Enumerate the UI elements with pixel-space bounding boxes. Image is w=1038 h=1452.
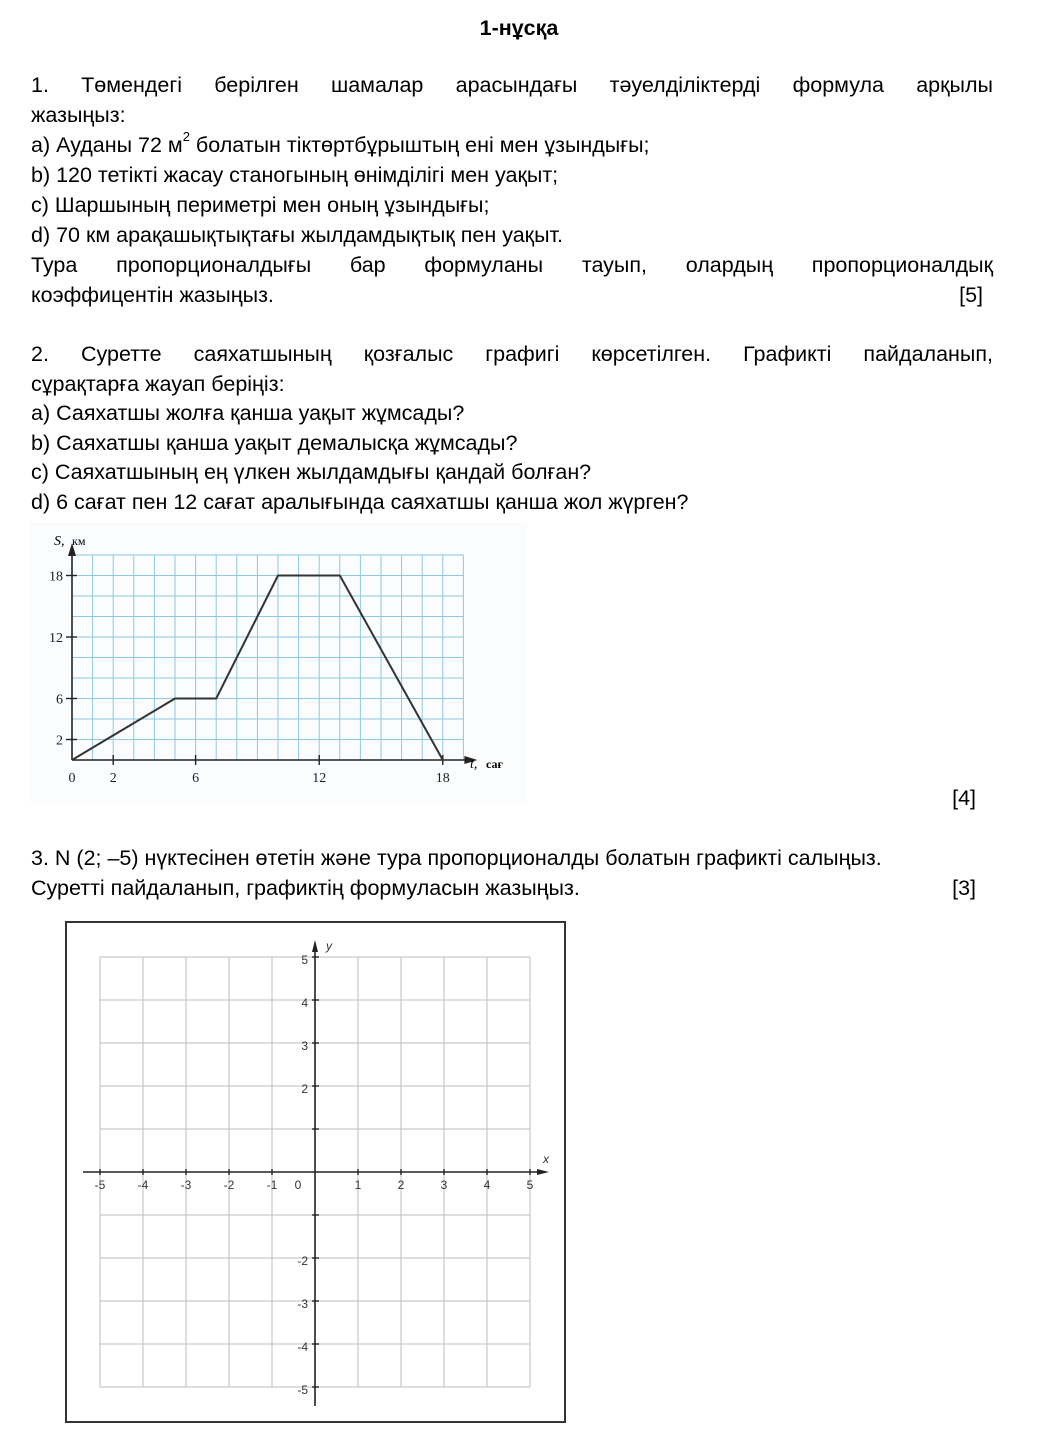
x-tick-label: 6 — [192, 771, 200, 786]
q1-item-a-text: a) Ауданы 72 м — [31, 133, 183, 157]
q1-task-line2: коэффицентін жазыңыз. — [31, 283, 274, 307]
x-axis-label-var: t, — [470, 757, 478, 772]
q2-intro-line2: сұрақтарға жауап беріңіз: — [31, 372, 285, 396]
q2-score: [4] — [952, 786, 976, 810]
y-tick-label: 5 — [301, 953, 308, 967]
y-tick-label: 2 — [56, 733, 63, 749]
y-axis-label-unit: км — [72, 534, 86, 548]
x-tick-label: 4 — [483, 1178, 491, 1192]
y-tick-label: -2 — [297, 1254, 308, 1268]
q1-intro-line2: жазыңыз: — [31, 103, 126, 127]
q2-intro-line1: 2. Суретте саяхатшының қозғалыс графигі көрсетілген. Графикті пайдаланып, — [31, 342, 993, 366]
x-tick-label: 3 — [440, 1178, 448, 1192]
q3-line1: 3. N (2; –5) нүктесінен өтетін және тура пропорционалды болатын графикті салыңыз. — [31, 846, 882, 870]
q2-item-b: b) Саяхатшы қанша уақыт демалысқа жұмсады? — [31, 431, 518, 455]
q2-item-c: c) Саяхатшының ең үлкен жылдамдығы қандай болған? — [31, 460, 592, 484]
y-tick-label: 18 — [49, 569, 63, 585]
y-tick-label: 3 — [301, 1039, 308, 1053]
y-tick-label: -4 — [297, 1340, 308, 1354]
x-tick-label: -1 — [266, 1178, 278, 1192]
y-tick-label: -3 — [297, 1297, 308, 1311]
q1-intro-line1: 1. Төмендегі берілген шамалар арасындағы тәуелділіктерді формула арқылы — [31, 73, 993, 97]
x-tick-label: 2 — [109, 771, 117, 786]
x-axis-label-unit: сағ — [486, 757, 503, 771]
variant-title: 1-нұсқа — [479, 16, 559, 40]
x-tick-label: 2 — [397, 1178, 405, 1192]
q3-line2: Суретті пайдаланып, графиктің формуласын жазыңыз. — [31, 876, 580, 900]
y-tick-label: 12 — [49, 631, 63, 646]
x-tick-label: 5 — [526, 1178, 534, 1192]
x-tick-label: 1 — [354, 1178, 362, 1192]
x-tick-label: -2 — [223, 1178, 235, 1192]
x-tick-label: -4 — [137, 1178, 149, 1192]
q3-score: [3] — [952, 876, 976, 900]
q1-item-b: b) 120 тетікті жасау станогының өнімділігі мен уақыт; — [31, 163, 559, 187]
origin-label: 0 — [294, 1178, 302, 1192]
q2-item-a: a) Саяхатшы жолға қанша уақыт жұмсады? — [31, 401, 465, 425]
q1-item-d: d) 70 км арақашықтықтағы жылдамдықтық пен уақыт. — [31, 223, 563, 247]
q1-item-c: c) Шаршының периметрі мен оның ұзындығы; — [31, 193, 490, 217]
y-tick-label: 2 — [301, 1082, 308, 1096]
y-tick-label: -5 — [297, 1383, 308, 1397]
x-tick-label: 12 — [312, 771, 327, 786]
q2-item-d: d) 6 сағат пен 12 сағат аралығында саяхатшы қанша жол жүрген? — [31, 490, 689, 514]
y-tick-label: 4 — [301, 996, 308, 1010]
q1-item-a-sup: 2 — [182, 129, 190, 144]
y-axis-label-var: S, — [54, 534, 65, 549]
q1-item-a-rest: болатын тіктөртбұрыштың ені мен ұзындығы; — [189, 133, 650, 157]
x-tick-label: -3 — [180, 1178, 192, 1192]
x-tick-label: -5 — [94, 1178, 106, 1192]
x-tick-label: 18 — [435, 771, 450, 786]
x-axis-label: x — [543, 1152, 549, 1166]
x-tick-label: 0 — [68, 771, 76, 786]
q1-task-line1: Тура пропорционалдығы бар формуланы тауып, олардың пропорционалдық — [31, 253, 993, 277]
q1-score: [5] — [959, 283, 983, 307]
y-tick-label: 6 — [56, 692, 63, 708]
y-axis-label: y — [326, 939, 332, 953]
